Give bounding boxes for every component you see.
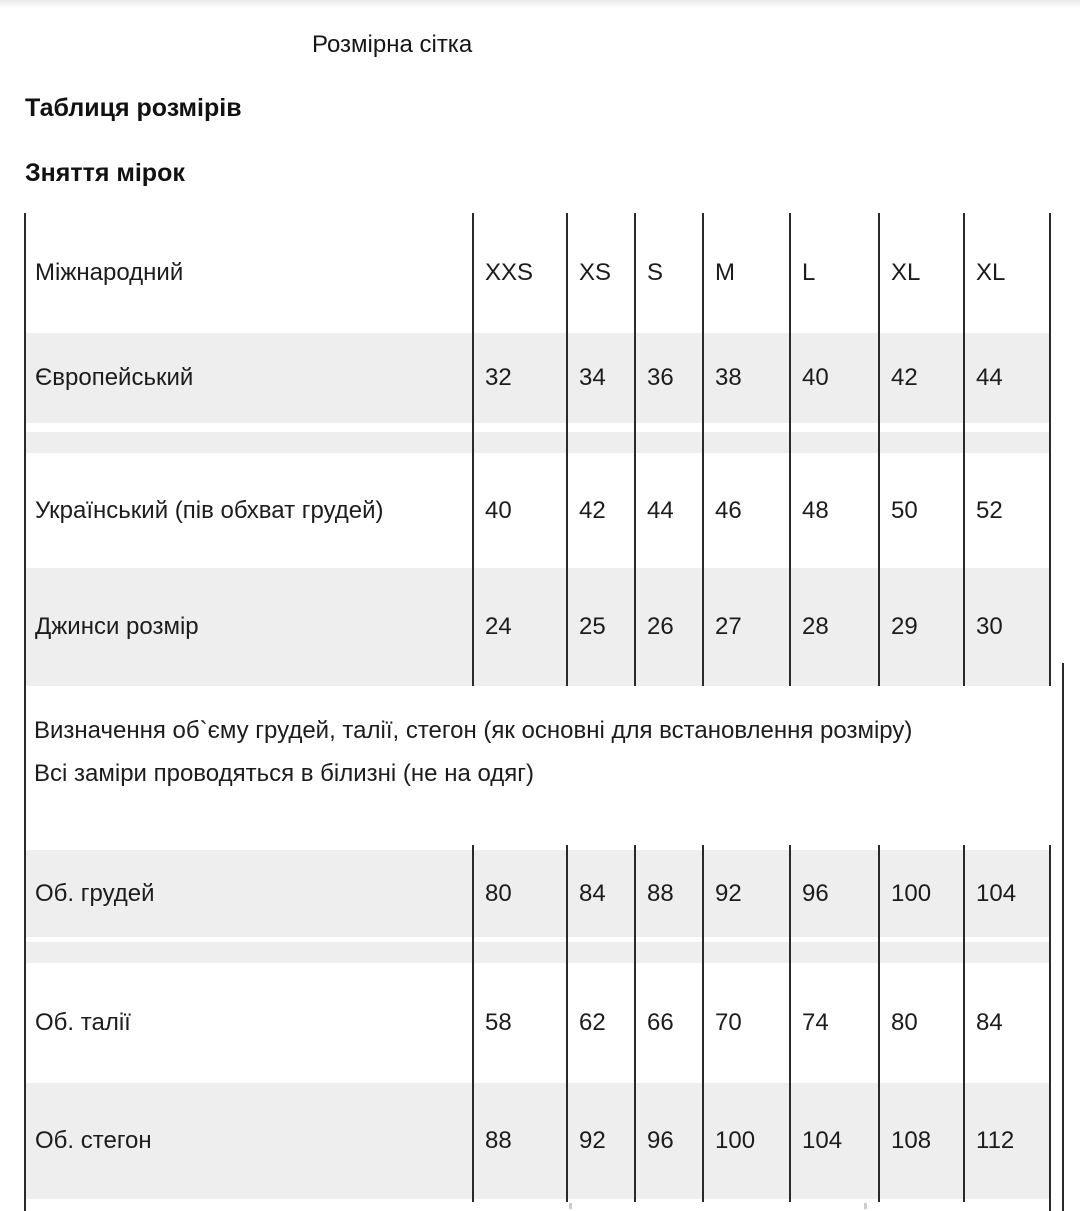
size-cell: XXS — [485, 259, 534, 286]
size-cell: 24 — [485, 613, 512, 640]
measure-cell: 96 — [802, 879, 829, 907]
measure-table-row-chest — [24, 850, 1049, 937]
size-cell: 32 — [485, 364, 512, 391]
measure-cell: 84 — [976, 1009, 1003, 1036]
row-label-hips: Об. стегон — [35, 1127, 152, 1154]
column-divider — [963, 845, 965, 1202]
size-cell: 46 — [715, 496, 742, 524]
size-cell: 34 — [579, 364, 606, 391]
size-cell: XL — [891, 259, 921, 286]
size-cell: 27 — [715, 613, 742, 640]
column-divider — [702, 845, 704, 1202]
measure-cell: 104 — [802, 1127, 843, 1154]
row-label-ukrainian: Український (пів обхват грудей) — [35, 496, 384, 524]
bottom-line-stub — [569, 1203, 572, 1209]
column-divider — [789, 845, 791, 1202]
measure-cell: 70 — [715, 1009, 742, 1036]
page-title: Розмірна сітка — [312, 31, 473, 58]
column-divider — [566, 213, 568, 686]
column-divider — [702, 213, 704, 686]
measure-cell: 62 — [579, 1009, 606, 1036]
measure-cell: 92 — [715, 879, 742, 907]
size-cell: M — [715, 259, 735, 286]
size-cell: 26 — [647, 613, 674, 640]
size-cell: 28 — [802, 613, 829, 640]
measure-cell: 80 — [891, 1009, 918, 1036]
size-cell: 29 — [891, 613, 918, 640]
size-cell: 42 — [579, 496, 606, 524]
measure-cell: 100 — [891, 879, 932, 907]
size-cell: 36 — [647, 364, 674, 391]
top-fade-strip — [0, 0, 1080, 8]
measure-cell: 96 — [647, 1127, 674, 1154]
column-divider — [634, 213, 636, 686]
row-separator-strip — [24, 432, 1049, 453]
row-label-chest: Об. грудей — [35, 879, 155, 907]
table-left-border — [24, 213, 26, 1211]
note-line-2: Всі заміри проводяться в білизні (не на одяг) — [34, 760, 535, 787]
size-table-row-jeans — [24, 568, 1049, 686]
size-cell: 52 — [976, 496, 1003, 524]
size-cell: 38 — [715, 364, 742, 391]
measure-table-row-waist — [24, 963, 1049, 1083]
measure-cell: 112 — [976, 1127, 1015, 1154]
measure-cell: 66 — [647, 1009, 674, 1036]
column-divider — [1049, 845, 1051, 1211]
row-label-european: Європейський — [35, 364, 194, 391]
size-table-header-row — [24, 213, 1049, 333]
column-divider — [878, 213, 880, 686]
size-cell: 40 — [802, 364, 829, 391]
size-cell: 40 — [485, 496, 512, 524]
row-label-international: Міжнародний — [35, 259, 184, 286]
row-separator-strip — [24, 942, 1049, 963]
size-cell: 48 — [802, 496, 829, 524]
size-cell: 44 — [647, 496, 674, 524]
note-line-1: Визначення об`єму грудей, талії, стегон (як основні для встановлення розміру) — [34, 717, 913, 744]
size-cell: 25 — [579, 613, 606, 640]
size-cell: L — [802, 259, 816, 286]
measure-cell: 92 — [579, 1127, 606, 1154]
measure-cell: 58 — [485, 1009, 512, 1036]
column-divider — [878, 845, 880, 1202]
section-right-border — [1062, 663, 1064, 1211]
column-divider — [1049, 213, 1051, 686]
row-label-waist: Об. талії — [35, 1009, 131, 1036]
measure-cell: 74 — [802, 1009, 829, 1036]
size-cell: XS — [579, 259, 612, 286]
size-cell: 42 — [891, 364, 918, 391]
size-cell: S — [647, 259, 664, 286]
measurements-heading: Зняття мірок — [25, 159, 185, 187]
size-table-heading: Таблиця розмірів — [25, 94, 242, 122]
size-cell: 44 — [976, 364, 1003, 391]
size-cell: XL — [976, 259, 1006, 286]
measure-table-row-hips — [24, 1083, 1049, 1199]
measure-cell: 108 — [891, 1127, 932, 1154]
column-divider — [789, 213, 791, 686]
size-cell: 50 — [891, 496, 918, 524]
measure-cell: 104 — [976, 879, 1017, 907]
row-label-jeans: Джинси розмір — [35, 613, 199, 640]
size-table-row-ukrainian — [24, 453, 1049, 568]
column-divider — [566, 845, 568, 1202]
column-divider — [472, 213, 474, 686]
measure-cell: 84 — [579, 879, 606, 907]
measure-cell: 100 — [715, 1127, 756, 1154]
measure-cell: 88 — [647, 879, 674, 907]
column-divider — [472, 845, 474, 1202]
size-cell: 30 — [976, 613, 1003, 640]
measure-cell: 80 — [485, 879, 512, 907]
column-divider — [963, 213, 965, 686]
column-divider — [634, 845, 636, 1202]
measure-cell: 88 — [485, 1127, 512, 1154]
size-table-row-european — [24, 333, 1049, 423]
bottom-line-stub — [864, 1203, 867, 1209]
